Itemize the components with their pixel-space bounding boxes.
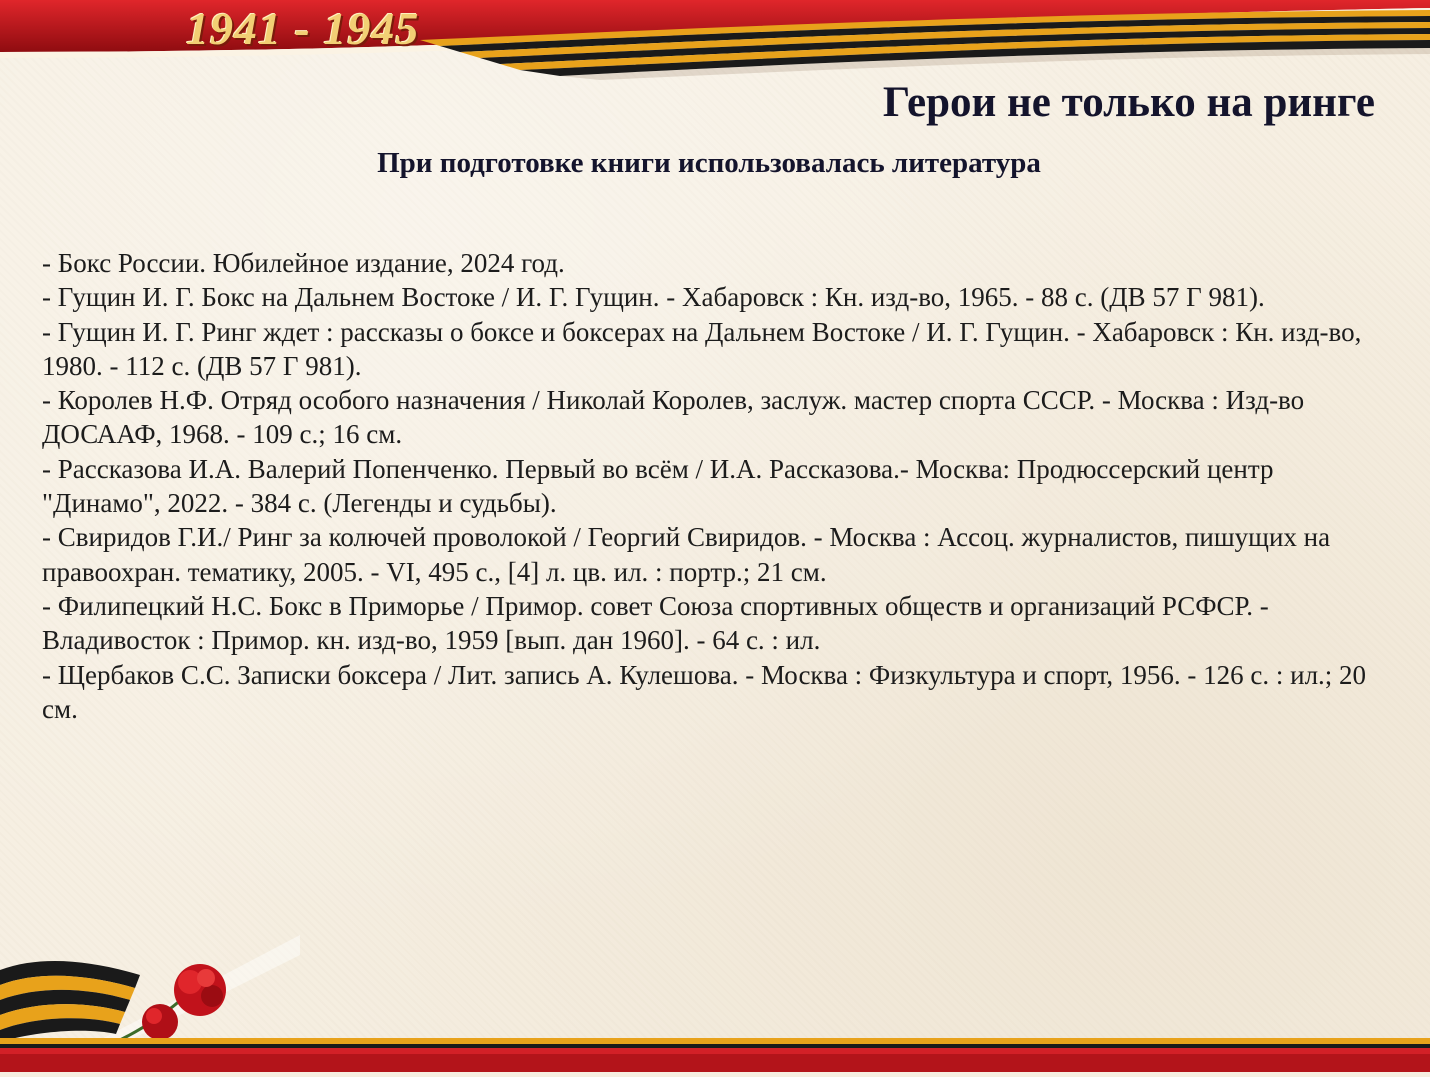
carnation-icon	[0, 930, 310, 1050]
reference-item: - Свиридов Г.И./ Ринг за колючей проволокой / Георгий Свиридов. - Москва : Ассоц. журналистов, пишущих на правоохран. тематику, 2005. - VI, 495 с., [4] л. цв. ил. : портр.; 21 см.	[42, 522, 1331, 587]
reference-item: - Филипецкий Н.С. Бокс в Приморье / Примор. совет Союза спортивных обществ и организаций РСФСР. - Владивосток : Примор. кн. изд-во, 1959 [вып. дан 1960]. - 64 с. : ил.	[42, 590, 1269, 656]
reference-item: - Королев Н.Ф. Отряд особого назначения / Николай Королев, заслуж. мастер спорта СССР. - Москва : Изд-во ДОСААФ, 1968. - 109 с.; 16 см.	[42, 385, 1305, 450]
section-heading: При подготовке книги использовалась литература	[377, 147, 1041, 179]
page-title: Герои не только на ринге	[882, 79, 1375, 126]
reference-item: - Гущин И. Г. Ринг ждет : рассказы о боксе и боксерах на Дальнем Востоке / И. Г. Гущин. - Хабаровск : Кн. изд-во, 1980. - 112 с. (ДВ 57 Г 981).	[42, 316, 1362, 381]
reference-item: - Щербаков С.С. Записки боксера / Лит. запись А. Кулешова. - Москва : Физкультура и спорт, 1956. - 126 с. : ил.; 20 см.	[42, 659, 1367, 724]
reference-item: - Рассказова И.А. Валерий Попенченко. Первый во всём / И.А. Рассказова.- Москва: Продюссерский центр "Динамо", 2022. - 384 с. (Легенды и судьбы).	[42, 453, 1274, 519]
ribbon-carnation-decoration	[0, 930, 310, 1050]
years-title: 1941 - 1945	[186, 3, 420, 54]
reference-list	[42, 246, 1390, 726]
reference-item: - Гущин И. Г. Бокс на Дальнем Востоке / И. Г. Гущин. - Хабаровск : Кн. изд-во, 1965. - 88 с. (ДВ 57 Г 981).	[42, 282, 1265, 313]
bottom-ribbon	[0, 1038, 1430, 1072]
bottom-banner	[0, 1038, 1430, 1072]
reference-item: - Бокс России. Юбилейное издание, 2024 год.	[42, 248, 565, 278]
